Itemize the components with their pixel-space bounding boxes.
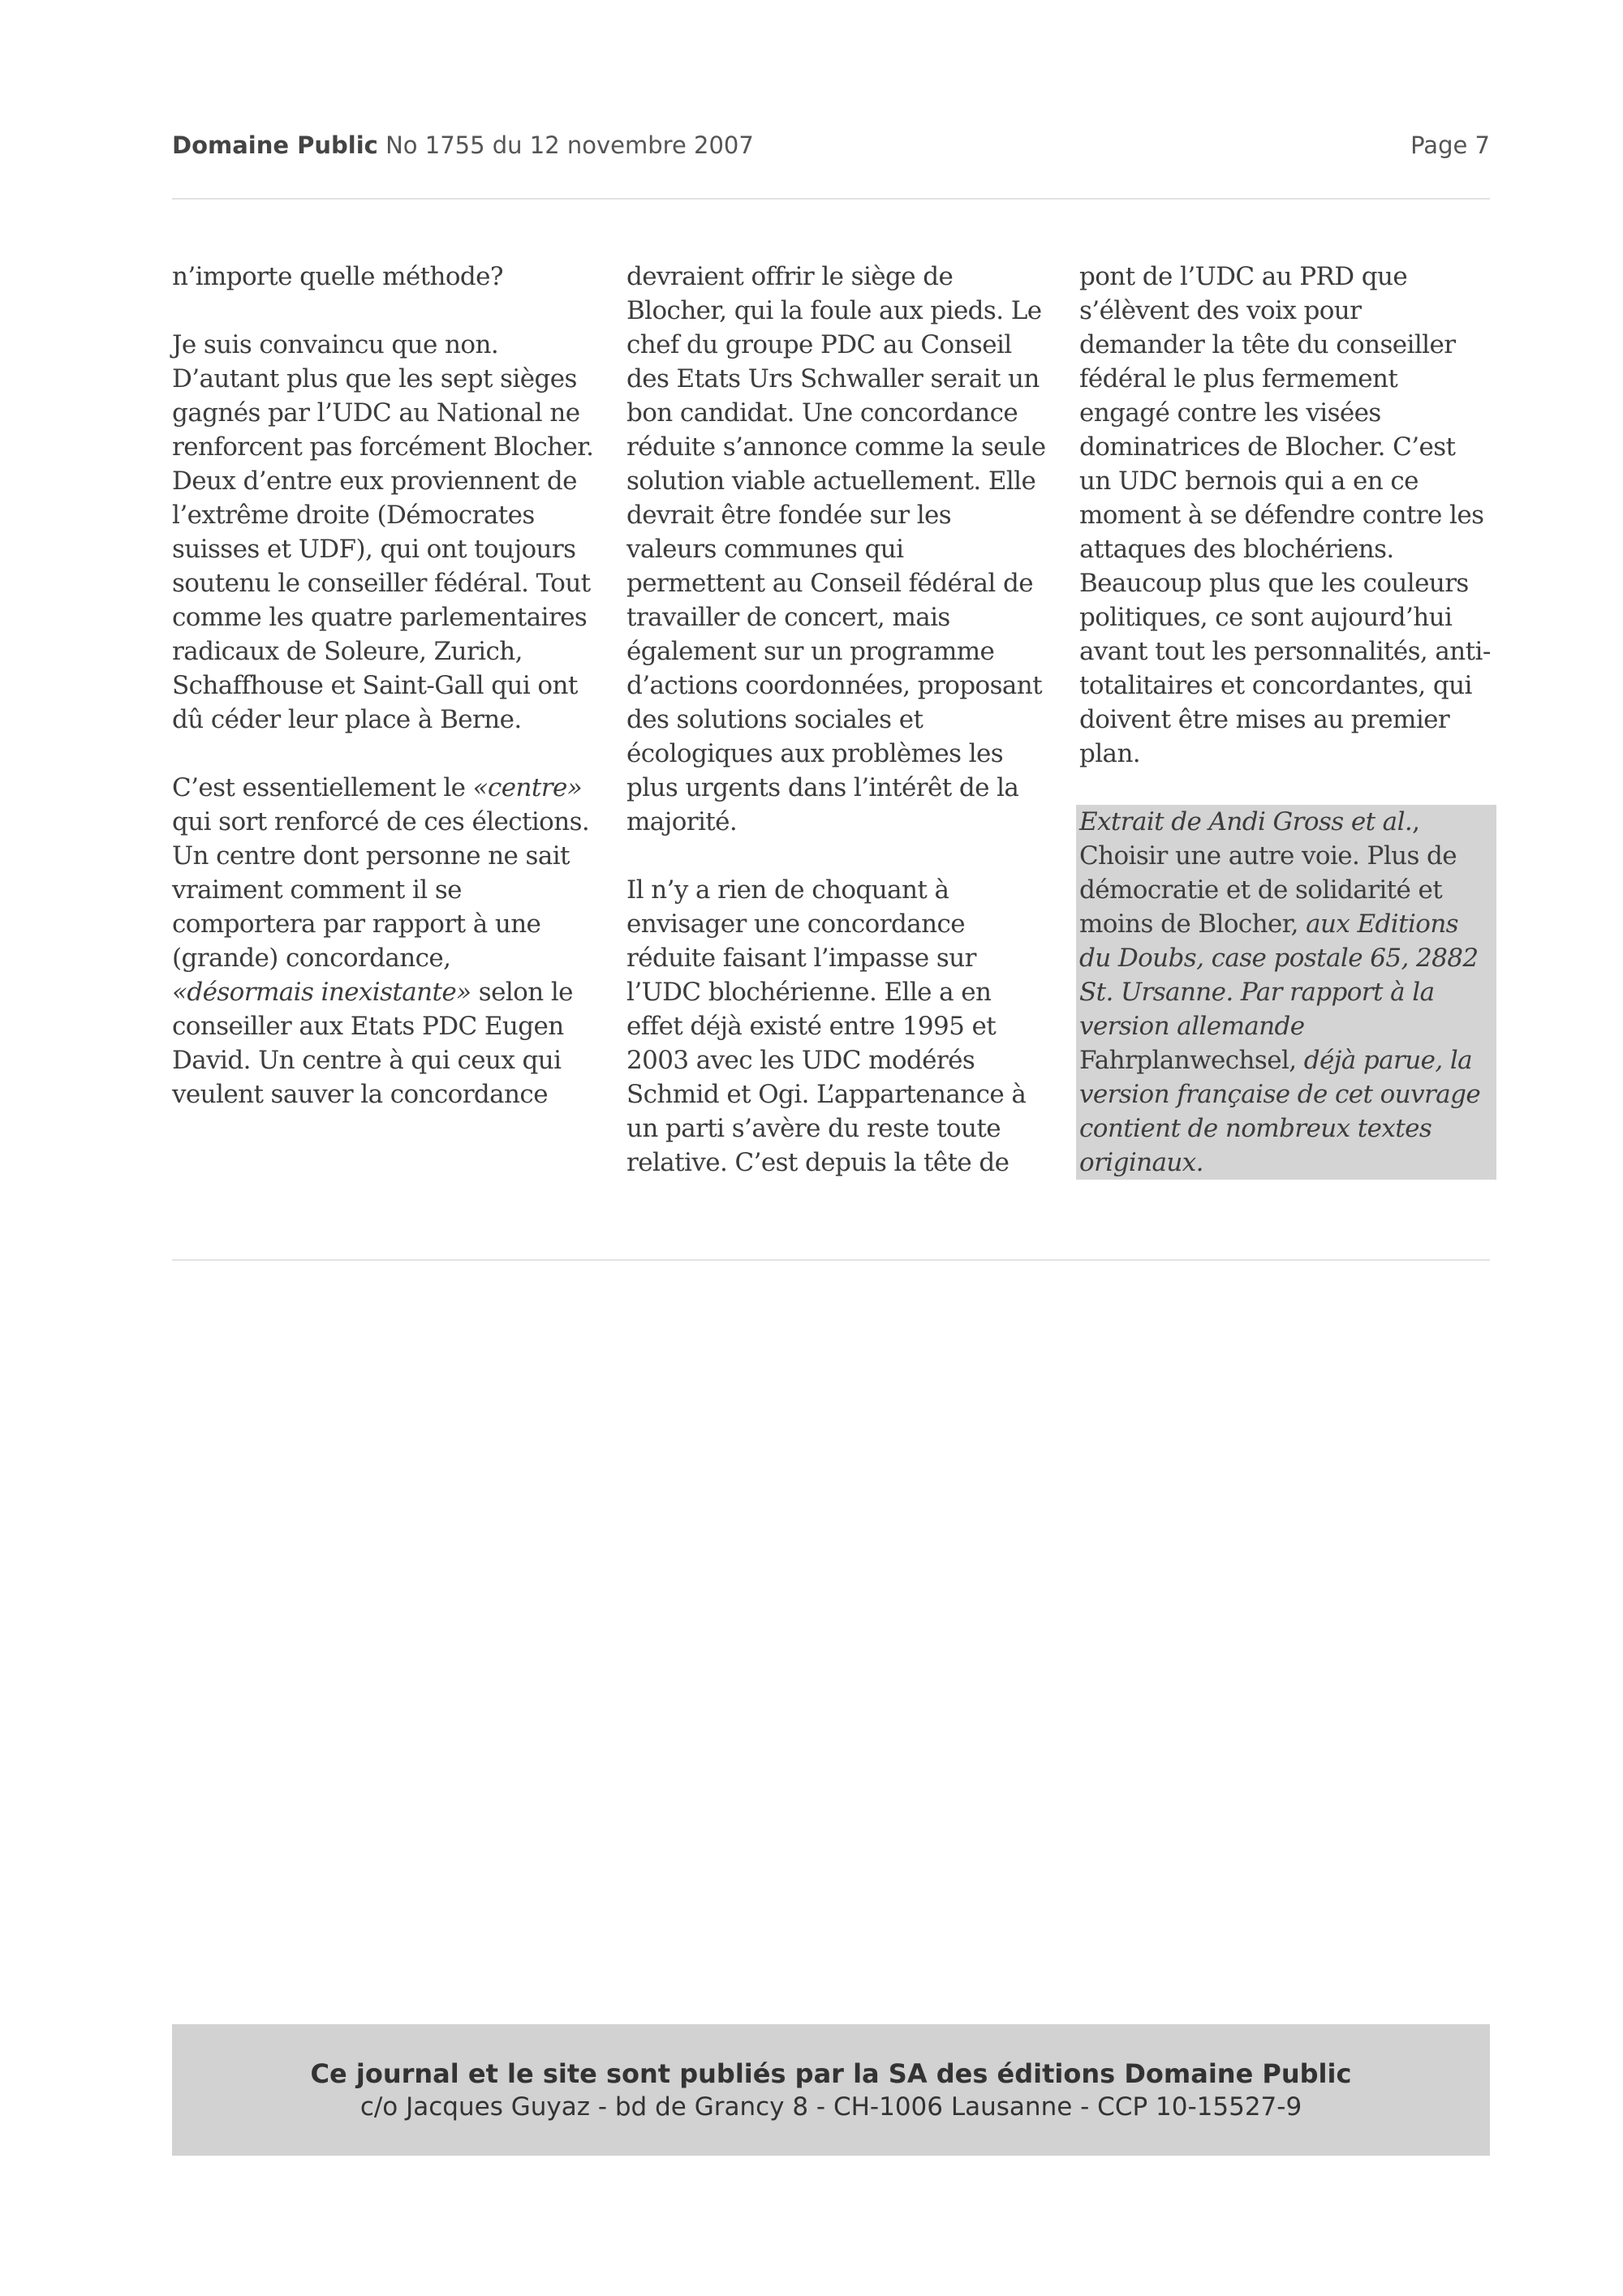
quote-inexistante: «désormais inexistante» <box>172 978 471 1007</box>
article-column-1 <box>172 260 594 1146</box>
paragraph: C’est essentiellement le «centre» qui sort renforcé de ces élections. Un centre dont personne ne sait vraiment comment il se comportera par rapport à une (grande) concordance, «désormais inexistante» selon le conseiller aux Etats PDC Eugen David. Un centre à qui ceux qui veulent sauver la concordance <box>172 773 590 1109</box>
issue-info: No 1755 du 12 novembre 2007 <box>385 131 754 159</box>
header-divider <box>172 198 1490 200</box>
paragraph: n’importe quelle méthode? <box>172 262 503 291</box>
publication-name: Domaine Public <box>172 131 378 159</box>
article-end-divider <box>172 1259 1490 1261</box>
footer-publisher-line: Ce journal et le site sont publiés par la SA des éditions Domaine Public <box>310 2058 1352 2089</box>
page-header <box>172 131 1490 164</box>
paragraph: Il n’y a rien de choquant à envisager une concordance réduite faisant l’impasse sur l’UDC blochérienne. Elle a en effet déjà existé entre 1995 et 2003 avec les UDC modérés Schmid et Ogi. L’appartenance à un parti s’avère du reste toute relative. C’est depuis la tête de <box>626 875 1027 1177</box>
book-reference-note: Extrait de Andi Gross et al., Choisir une autre voie. Plus de démocratie et de solidarité et moins de Blocher, aux Editions du Doubs, case postale 65, 2882 St. Ursanne. Par rapport à la version allemande Fahrplanwechsel, déjà parue, la version française de cet ouvrage contient de nombreux textes originaux. <box>1076 805 1496 1180</box>
article-column-2 <box>626 260 1048 1214</box>
page-number: Page 7 <box>1410 131 1490 159</box>
paragraph: pont de l’UDC au PRD que s’élèvent des voix pour demander la tête du conseiller fédéral le plus fermement engagé contre les visées dominatrices de Blocher. C’est un UDC bernois qui a en ce moment à se défendre contre les attaques des blochériens. Beaucoup plus que les couleurs politiques, ce sont aujourd’hui avant tout les personnalités, anti-totalitaires et concordantes, qui doivent être mises au premier plan. <box>1079 262 1491 768</box>
paragraph: Je suis convaincu que non. D’autant plus que les sept sièges gagnés par l’UDC au National ne renforcent pas forcément Blocher. Deux d’entre eux proviennent de l’extrême droite (Démocrates suisses et UDF), qui ont toujours soutenu le conseiller fédéral. Tout comme les quatre parlementaires radicaux de Soleure, Zurich, Schaffhouse et Saint-Gall qui ont dû céder leur place à Berne. <box>172 330 594 734</box>
quote-centre: «centre» <box>472 773 583 802</box>
article-column-3 <box>1079 260 1493 1214</box>
footer-address-line: c/o Jacques Guyaz - bd de Grancy 8 - CH-1006 Lausanne - CCP 10-15527-9 <box>359 2092 1302 2122</box>
paragraph: devraient offrir le siège de Blocher, qui la foule aux pieds. Le chef du groupe PDC au Conseil des Etats Urs Schwaller serait un bon candidat. Une concordance réduite s’annonce comme la seule solution viable actuellement. Elle devrait être fondée sur les valeurs communes qui permettent au Conseil fédéral de travailler de concert, mais également sur un programme d’actions coordonnées, proposant des solutions sociales et écologiques aux problèmes les plus urgents dans l’intérêt de la majorité. <box>626 262 1046 836</box>
publisher-footer <box>172 2024 1490 2156</box>
